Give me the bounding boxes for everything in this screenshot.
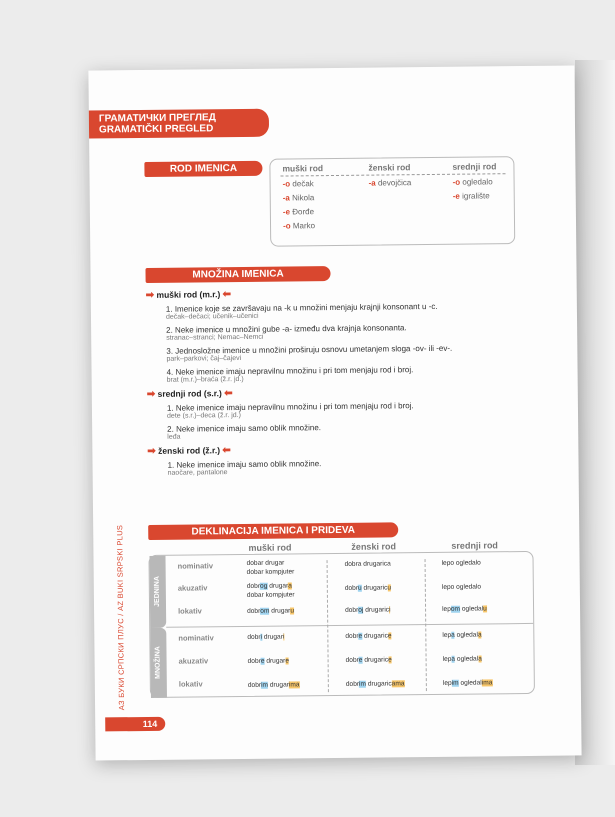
- ending-row: -e igralište: [452, 191, 490, 201]
- rule-example: leđa: [167, 433, 181, 441]
- deklinacija-title: DEKLINACIJA IMENICA I PRIDEVA: [148, 522, 398, 540]
- mnozina-tab: MNOŽINA: [150, 628, 167, 698]
- rule-text: 1. Neke imenice imaju nepravilnu množinu i pri tom menjaju rod i broj.: [166, 401, 414, 413]
- rule-text: 1. Neke imenice imaju samo oblik množine.: [167, 459, 322, 470]
- decl-cell: lepa ogledala: [442, 655, 482, 663]
- rule-text: 1. Imenice koje se završavaju na -k u množini menjaju krajnji konsonant u -c.: [165, 301, 438, 314]
- mnozina-title: MNOŽINA IMENICA: [145, 266, 330, 283]
- right-page-edge: [575, 60, 615, 765]
- decl-cell: lepim ogledalima: [442, 679, 493, 687]
- arrow-left-icon: ➡: [147, 445, 156, 457]
- case-label: lokativ: [178, 606, 202, 616]
- rod-divider: [281, 173, 506, 176]
- decl-cell: dobrog drugara dobar kompjuter: [246, 582, 295, 599]
- decl-cell: dobrom drugaru: [247, 607, 295, 615]
- book-page: [88, 65, 581, 760]
- rod-col-muski: muški rod: [282, 163, 324, 174]
- case-label: akuzativ: [177, 583, 208, 593]
- dek-col-srednji: srednji rod: [451, 540, 498, 551]
- muski-heading: ➡ muški rod (m.r.) ⬅: [145, 289, 232, 301]
- ending-row: -o dečak: [282, 179, 314, 189]
- rule-example: park–parkovi; čaj–čajevi: [166, 354, 242, 363]
- decl-cell: dobrim drugaricama: [345, 680, 405, 688]
- rule-example: naočare, pantalone: [167, 469, 228, 477]
- case-label: akuzativ: [178, 656, 209, 666]
- srednji-heading: ➡ srednji rod (s.r.) ⬅: [146, 388, 233, 400]
- number-divider: [166, 623, 533, 628]
- arrow-right-icon: ⬅: [222, 289, 232, 301]
- rule-example: brat (m.r.)–braća (ž.r. jd.): [166, 375, 244, 384]
- decl-cell: dobre drugarice: [345, 656, 392, 664]
- decl-cell: dobra drugarica: [344, 560, 391, 568]
- rod-srednji-list: [453, 177, 493, 200]
- header-title-latin: GRAMATIČKI PREGLED: [98, 123, 214, 136]
- dek-col-zenski: ženski rod: [351, 541, 396, 552]
- decl-cell: dobre drugarice: [345, 632, 392, 640]
- case-label: lokativ: [178, 679, 203, 689]
- ending-row: -o Marko: [282, 221, 316, 231]
- rule-example: dečak–dečaci; učenik–učenici: [165, 312, 259, 321]
- decl-cell: dobri drugari: [247, 633, 285, 641]
- decl-cell: dobroj drugarici: [345, 606, 391, 614]
- rule-example: dete (s.r.)–deca (ž.r. jd.): [166, 411, 241, 420]
- decl-cell: lepo ogledalo: [441, 559, 481, 567]
- rule-example: stranac–stranci; Nemac–Nemci: [166, 333, 264, 342]
- page-number: 114: [105, 717, 165, 732]
- arrow-left-icon: ➡: [145, 289, 155, 301]
- ending-row: -a Nikola: [282, 193, 315, 203]
- mnozina-content: [146, 286, 538, 477]
- jednina-tab: JEDNINA: [149, 556, 166, 628]
- arrow-right-icon: ⬅: [222, 445, 231, 457]
- case-label: nominativ: [177, 561, 214, 571]
- zenski-heading: ➡ ženski rod (ž.r.) ⬅: [147, 445, 231, 457]
- decl-cell: dobre drugare: [247, 657, 290, 665]
- rule-text: 4. Neke imenice imaju nepravilnu množinu i pri tom menjaju rod i broj.: [166, 365, 414, 377]
- decl-cell: dobar drugar dobar kompjuter: [246, 559, 295, 576]
- header-title-cyrillic: ГРАМАТИЧКИ ПРЕГЛЕД: [98, 112, 216, 125]
- decl-cell: dobru drugaricu: [344, 584, 392, 592]
- ending-row: -e Đorđe: [282, 207, 315, 217]
- section-header: [89, 109, 269, 139]
- decl-cell: lepo ogledalo: [441, 583, 482, 591]
- arrow-right-icon: ⬅: [224, 388, 233, 400]
- rod-col-srednji: srednji rod: [452, 161, 497, 172]
- rod-muski-list: [283, 179, 316, 230]
- rod-table: [269, 156, 515, 247]
- rod-title: ROD IMENICA: [144, 161, 262, 177]
- rod-col-zenski: ženski rod: [368, 162, 411, 173]
- decl-cell: dobrim drugarima: [247, 681, 300, 689]
- rule-text: 2. Neke imenice imaju samo oblik množine.: [167, 423, 322, 434]
- ending-row: -o ogledalo: [452, 177, 493, 187]
- arrow-left-icon: ➡: [146, 388, 156, 400]
- rod-zenski-list: [369, 178, 412, 187]
- ending-row: -a devojčica: [368, 178, 412, 188]
- deklinacija-table: [148, 551, 534, 698]
- sidebar-title: АЗ БУКИ СРПСКИ ПЛУС / AZ BUKI SRPSKI PLUS: [115, 524, 127, 711]
- decl-cell: lepa ogledala: [442, 631, 482, 639]
- rule-text: 3. Jednosložne imenice u množini proširuju osnovu umetanjem sloga -ov- ili -ev-.: [166, 343, 453, 356]
- case-label: nominativ: [178, 633, 214, 643]
- decl-cell: lepom ogledalu: [442, 605, 487, 613]
- rule-text: 2. Neke imenice u množini gube -a- između dva krajnja konsonanta.: [166, 323, 407, 335]
- dek-col-muski: muški rod: [248, 542, 292, 553]
